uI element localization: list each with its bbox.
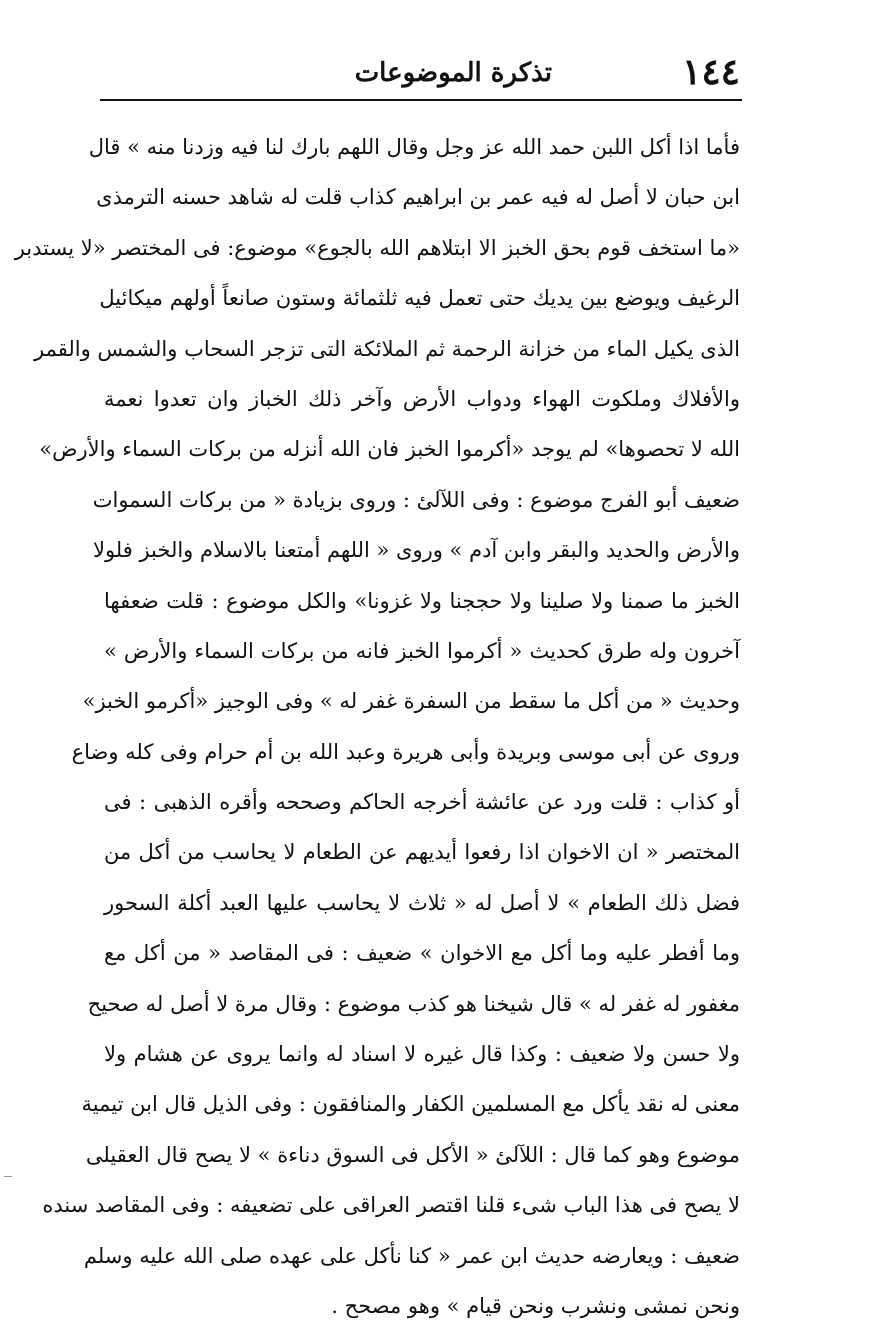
text-line: معنى له نقد يأكل مع المسلمين الكفار والمنافقون : وفى الذيل قال ابن تيمية	[81, 1092, 740, 1117]
text-line: مغفور له غفر له » قال شيخنا هو كذب موضوع : وقال مرة لا أصل له صحيح	[87, 991, 740, 1016]
text-line: ضعيف : ويعارضه حديث ابن عمر « كنا نأكل على عهده صلى الله عليه وسلم	[83, 1243, 740, 1268]
text-line: والأرض والحديد والبقر وابن آدم » وروى « اللهم أمتعنا بالاسلام والخبز فلولا	[92, 538, 740, 563]
text-line: «ما استخف قوم بحق الخبز الا ابتلاهم الله بالجوع» موضوع: فى المختصر «لا يستدبر	[14, 235, 740, 260]
text-line: الله لا تحصوها» لم يوجد «أكرموا الخبز فان الله أنزله من بركات السماء والأرض»	[39, 437, 740, 462]
margin-mark	[4, 1176, 12, 1177]
text-line: أو كذاب : قلت ورد عن عائشة أخرجه الحاكم وصححه وأقره الذهبى : فى	[104, 790, 740, 815]
text-line: لا يصح فى هذا الباب شىء قلنا اقتصر العراقى على تضعيفه : وفى المقاصد سنده	[42, 1193, 740, 1218]
text-line: ابن حبان لا أصل له فيه عمر بن ابراهيم كذاب قلت له شاهد حسنه الترمذى	[96, 185, 740, 210]
running-title: تذكرة الموضوعات	[354, 58, 552, 88]
text-line: وحديث « من أكل ما سقط من السفرة غفر له » وفى الوجيز «أكرمو الخبز»	[82, 689, 740, 714]
text-line: ضعيف أبو الفرج موضوع : وفى اللآلئ : وروى بزيادة « من بركات السموات	[92, 487, 740, 512]
text-line: ولا حسن ولا ضعيف : وكذا قال غيره لا اسناد له وانما يروى عن هشام ولا	[104, 1042, 740, 1067]
body-text	[14, 122, 740, 1331]
text-line: آخرون وله طرق كحديث « أكرموا الخبز فانه من بركات السماء والأرض »	[104, 638, 740, 663]
text-line: الذى يكيل الماء من خزانة الرحمة ثم الملائكة التى تزجر السحاب والشمس والقمر	[33, 336, 740, 361]
text-line: ونحن نمشى ونشرب ونحن قيام » وهو مصحح .	[331, 1293, 740, 1318]
text-line: والأفلاك وملكوت الهواء ودواب الأرض وآخر ذلك الخباز وان تعدوا نعمة	[104, 386, 740, 411]
text-line: الخبز ما صمنا ولا صلينا ولا حججنا ولا غزونا» والكل موضوع : قلت ضعفها	[104, 588, 740, 613]
text-line: وما أفطر عليه وما أكل مع الاخوان » ضعيف : فى المقاصد « من أكل مع	[104, 941, 740, 966]
text-line: فأما اذا أكل اللبن حمد الله عز وجل وقال اللهم بارك لنا فيه وزدنا منه » قال	[88, 135, 740, 159]
page-number: ١٤٤	[681, 51, 740, 93]
text-line: المختصر « ان الاخوان اذا رفعوا أيديهم عن الطعام لا يحاسب من أكل من	[104, 840, 740, 865]
text-line: موضوع وهو كما قال : اللآلئ « الأكل فى السوق دناءة » لا يصح قال العقيلى	[85, 1142, 740, 1167]
text-line: فضل ذلك الطعام » لا أصل له « ثلاث لا يحاسب عليها العبد أكلة السحور	[104, 890, 740, 915]
header-rule	[100, 99, 742, 101]
text-line: وروى عن أبى موسى وبريدة وأبى هريرة وعبد الله بن أم حرام وفى كله وضاع	[71, 739, 740, 764]
page-header	[100, 50, 740, 98]
text-line: الرغيف ويوضع بين يديك حتى تعمل فيه ثلثمائة وستون صانعاً أولهم ميكائيل	[99, 286, 740, 311]
